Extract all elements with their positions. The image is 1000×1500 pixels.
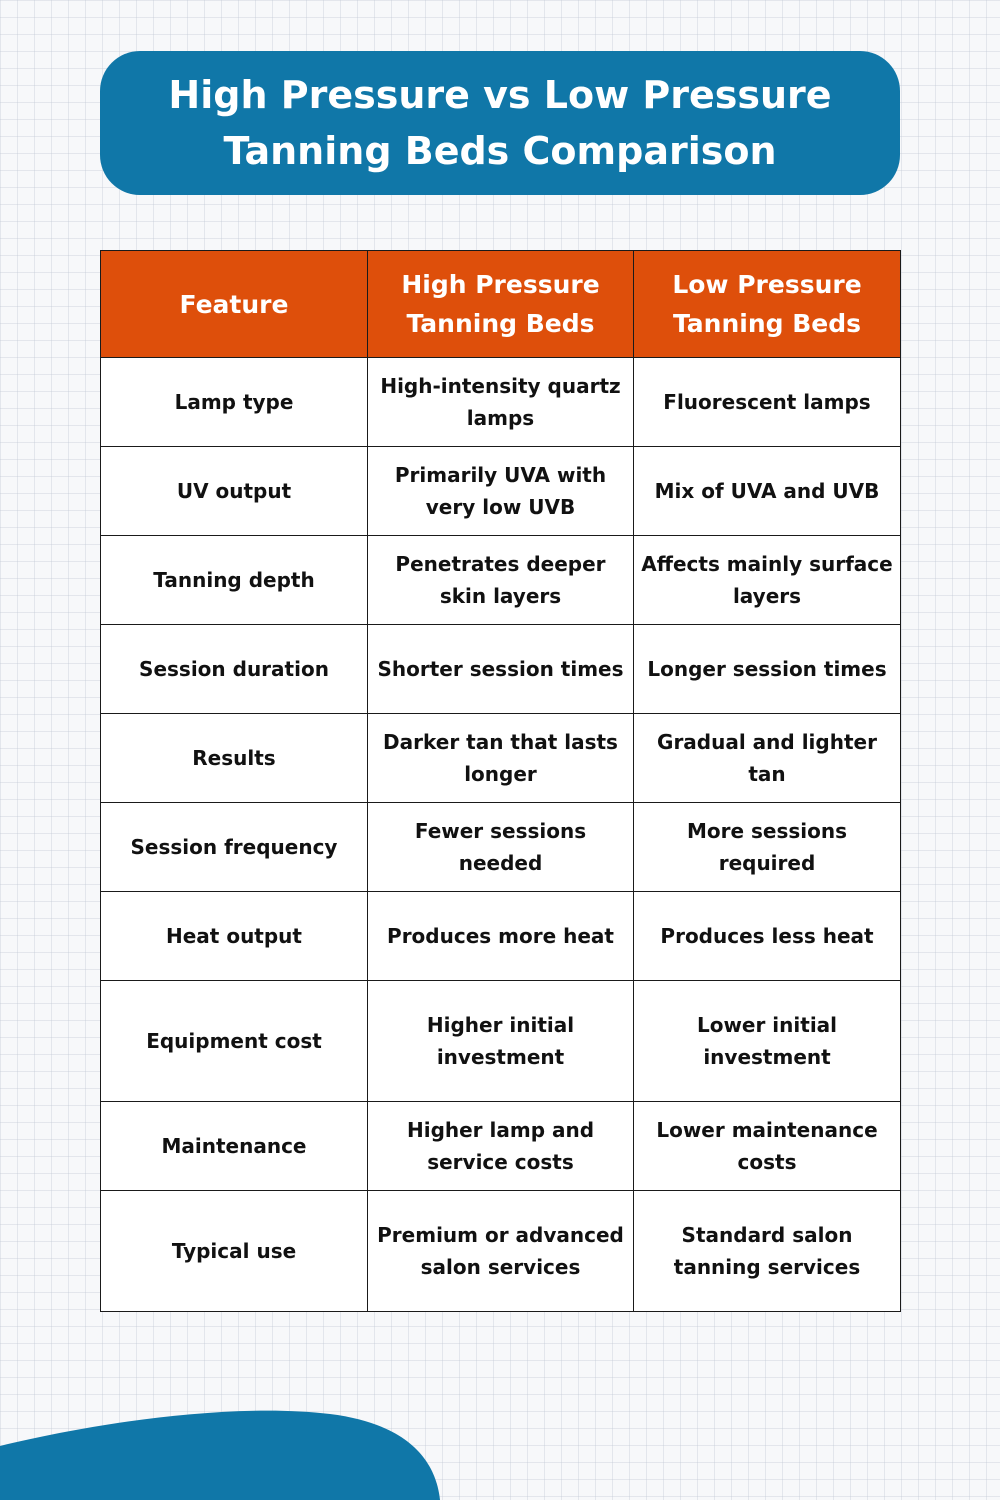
feature-cell: UV output — [101, 447, 368, 536]
high-pressure-cell: Higher initial investment — [368, 981, 634, 1102]
low-pressure-cell: Mix of UVA and UVB — [634, 447, 901, 536]
low-pressure-cell: Standard salon tanning services — [634, 1191, 901, 1312]
feature-cell: Typical use — [101, 1191, 368, 1312]
low-pressure-cell: Gradual and lighter tan — [634, 714, 901, 803]
table-row — [101, 447, 901, 536]
feature-cell: Maintenance — [101, 1102, 368, 1191]
high-pressure-cell: Darker tan that lasts longer — [368, 714, 634, 803]
feature-cell: Heat output — [101, 892, 368, 981]
header-low-pressure: Low Pressure Tanning Beds — [634, 251, 901, 358]
title-banner — [100, 51, 900, 195]
feature-cell: Tanning depth — [101, 536, 368, 625]
low-pressure-cell: More sessions required — [634, 803, 901, 892]
high-pressure-cell: Penetrates deeper skin layers — [368, 536, 634, 625]
low-pressure-cell: Lower initial investment — [634, 981, 901, 1102]
high-pressure-cell: Higher lamp and service costs — [368, 1102, 634, 1191]
low-pressure-cell: Lower maintenance costs — [634, 1102, 901, 1191]
high-pressure-cell: Produces more heat — [368, 892, 634, 981]
table-row — [101, 714, 901, 803]
decorative-wave — [0, 1410, 440, 1500]
table-row — [101, 803, 901, 892]
table-row — [101, 1102, 901, 1191]
high-pressure-cell: Shorter session times — [368, 625, 634, 714]
feature-cell: Equipment cost — [101, 981, 368, 1102]
header-feature: Feature — [101, 251, 368, 358]
table-row — [101, 892, 901, 981]
table-header-row — [101, 251, 901, 358]
table-row — [101, 1191, 901, 1312]
low-pressure-cell: Fluorescent lamps — [634, 358, 901, 447]
feature-cell: Session duration — [101, 625, 368, 714]
low-pressure-cell: Longer session times — [634, 625, 901, 714]
table-row — [101, 625, 901, 714]
table-row — [101, 358, 901, 447]
low-pressure-cell: Produces less heat — [634, 892, 901, 981]
header-high-pressure: High Pressure Tanning Beds — [368, 251, 634, 358]
comparison-table — [100, 250, 901, 1312]
page-title: High Pressure vs Low Pressure Tanning Beds Comparison — [168, 73, 832, 173]
high-pressure-cell: Premium or advanced salon services — [368, 1191, 634, 1312]
low-pressure-cell: Affects mainly surface layers — [634, 536, 901, 625]
feature-cell: Results — [101, 714, 368, 803]
table-row — [101, 536, 901, 625]
high-pressure-cell: Primarily UVA with very low UVB — [368, 447, 634, 536]
feature-cell: Session frequency — [101, 803, 368, 892]
high-pressure-cell: Fewer sessions needed — [368, 803, 634, 892]
feature-cell: Lamp type — [101, 358, 368, 447]
table-row — [101, 981, 901, 1102]
comparison-table-container — [100, 250, 900, 1312]
high-pressure-cell: High-intensity quartz lamps — [368, 358, 634, 447]
